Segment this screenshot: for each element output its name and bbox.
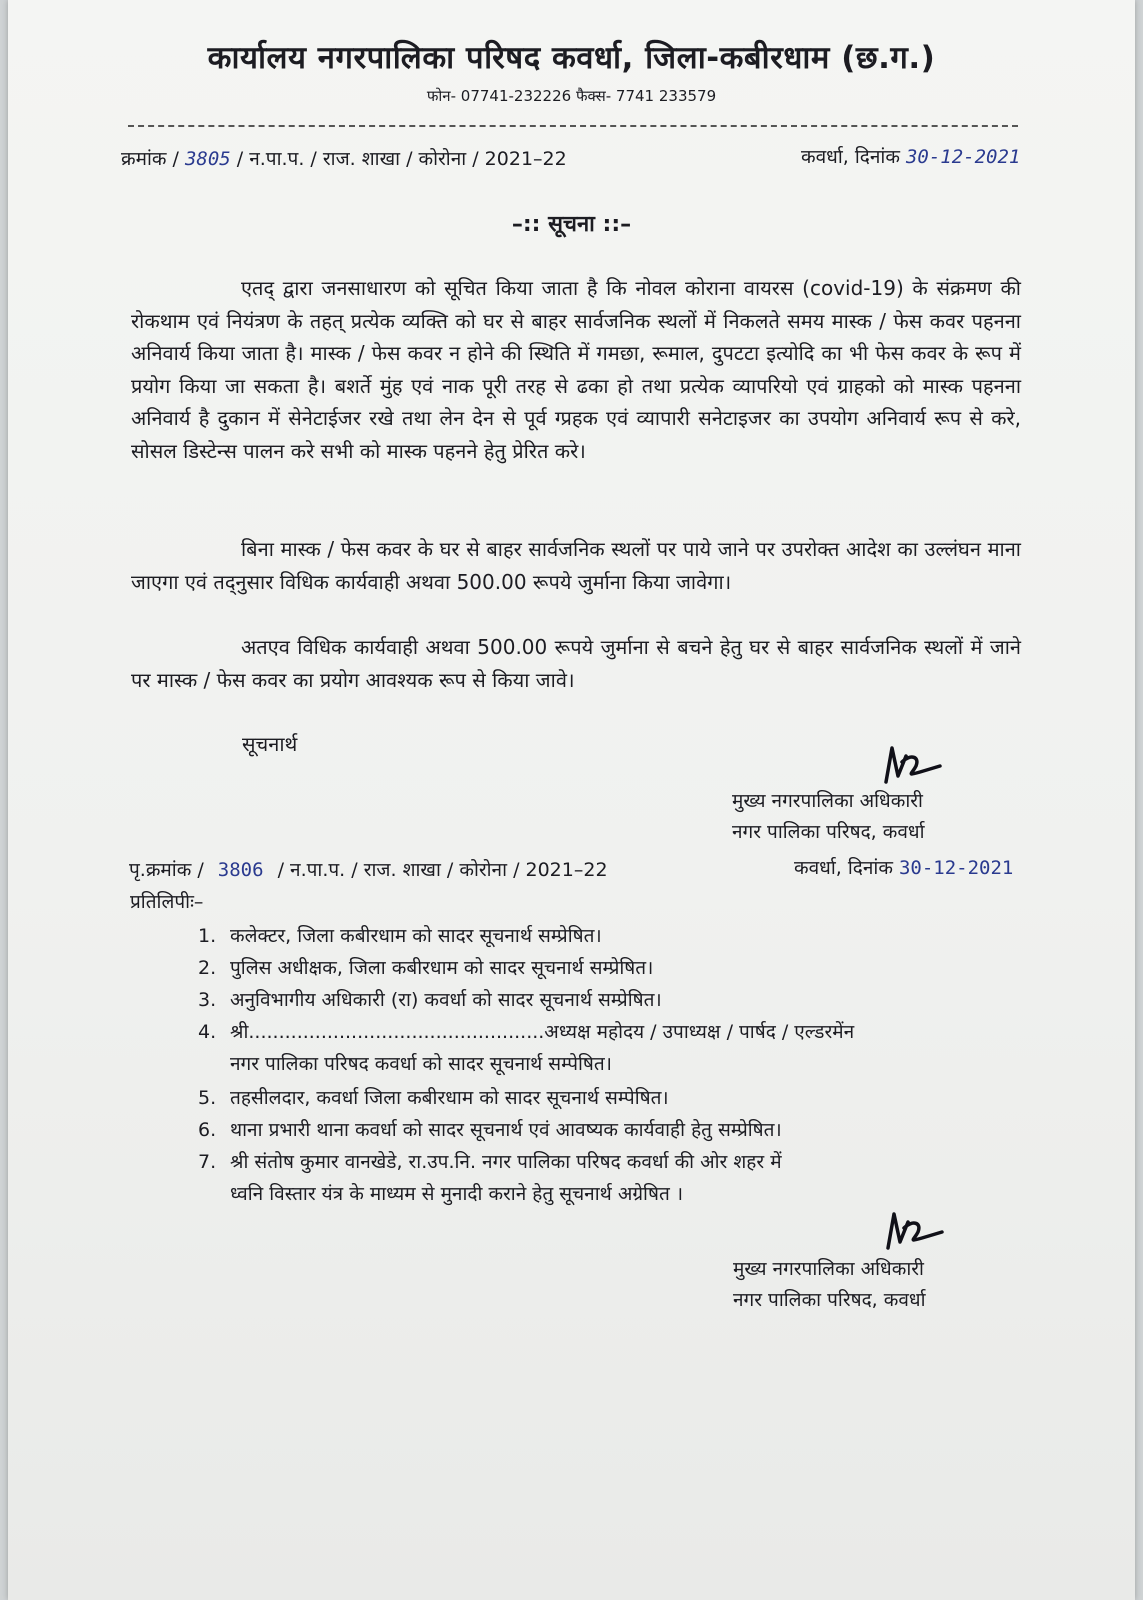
- body-paragraph-1: एतद् द्वारा जनसाधारण को सूचित किया जाता है कि नोवल कोराना वायरस (covid-19) के संक्रमण की रोकथाम एवं नियंत्रण के तहत् प्रत्येक व्यक्ति को घर से बाहर सार्वजनिक स्थलों में निकलते समय मास्क / फेस कवर पहनना अनिवार्य किया जाता है। मास्क / फेस कवर न होने की स्थिति में गमछा, रूमाल, दुपटटा इत्योदि का भी फेस कवर के रूप में प्रयोग किया जा सकता है। बशर्ते मुंह एवं नाक पूरी तरह से ढका हो तथा प्रत्येक व्यापरियो एवं ग्राहको को मास्क पहनना अनिवार्य है दुकान में सेनेटाईजर रखे तथा लेन देन से पूर्व ग्प्रहक एवं व्यापारी सनेटाइजर का उपयोग अनिवार्य रूप से करे, सोसल डिस्टेन्स पालन करे सभी को मास्क पहनने हेतु प्रेरित करे।: [131, 276, 1021, 463]
- list-item: 6. थाना प्रभारी थाना कवर्धा को सादर सूचनार्थ एवं आवष्यक कार्यवाही हेतु सम्प्रेषित।: [198, 1119, 782, 1141]
- reference-number: 3805: [184, 148, 231, 170]
- list-item: 5. तहसीलदार, कवर्धा जिला कबीरधाम को सादर सूचनार्थ सम्पेषित।: [198, 1087, 669, 1109]
- info-label: सूचनार्थ: [242, 732, 298, 756]
- signatory-designation: मुख्य नगरपालिका अधिकारी: [732, 790, 923, 812]
- signatory-office: नगर पालिका परिषद, कवर्धा: [733, 1289, 926, 1311]
- copy-label: प्रतिलिपीः–: [130, 891, 204, 913]
- signature-mark: [876, 742, 956, 792]
- endorsement-number: 3806: [217, 859, 264, 881]
- signatory-block: [733, 1254, 926, 1316]
- endorsement-suffix: / न.पा.प. / राज. शाखा / कोरोना / 2021–22: [277, 859, 608, 881]
- list-item-continuation: ध्वनि विस्तार यंत्र के माध्यम से मुनादी कराने हेतु सूचनार्थ अग्रेषित ।: [230, 1183, 684, 1205]
- signatory-office: नगर पालिका परिषद, कवर्धा: [732, 821, 925, 843]
- signatory-block: [732, 786, 925, 848]
- notice-heading: –:: सूचना ::–: [511, 212, 632, 237]
- date-value: 30-12-2021: [905, 146, 1021, 168]
- list-item: 3. अनुविभागीय अधिकारी (रा) कवर्धा को सादर सूचनार्थ सम्प्रेषित।: [198, 989, 662, 1011]
- endorsement-date-value: 30-12-2021: [898, 857, 1014, 879]
- list-item: 2. पुलिस अधीक्षक, जिला कबीरधाम को सादर सूचनार्थ सम्प्रेषित।: [198, 957, 654, 979]
- list-item: 7. श्री संतोष कुमार वानखेडे, रा.उप.नि. नगर पालिका परिषद कवर्धा की ओर शहर में: [198, 1151, 782, 1173]
- document-page: [8, 0, 1135, 1600]
- signatory-designation: मुख्य नगरपालिका अधिकारी: [733, 1258, 924, 1280]
- signature-mark: [878, 1208, 958, 1258]
- reference-prefix: क्रमांक /: [121, 148, 179, 170]
- reference-suffix: / न.पा.प. / राज. शाखा / कोरोना / 2021–22: [236, 148, 567, 170]
- list-item-continuation: नगर पालिका परिषद कवर्धा को सादर सूचनार्थ सम्पेषित।: [230, 1053, 612, 1075]
- date-label: कवर्धा, दिनांक: [801, 146, 900, 168]
- reference-line: [121, 145, 567, 171]
- body-paragraph-3: अतएव विधिक कार्यवाही अथवा 500.00 रूपये जुर्माना से बचने हेतु घर से बाहर सार्वजनिक स्थलों में जाने पर मास्क / फेस कवर का प्रयोग आवश्यक रूप से किया जावे।: [131, 635, 1021, 692]
- endorsement-date-label: कवर्धा, दिनांक: [794, 857, 893, 879]
- endorsement-reference-line: [129, 856, 608, 882]
- list-item: 1. कलेक्टर, जिला कबीरधाम को सादर सूचनार्थ सम्प्रेषित।: [198, 925, 602, 947]
- endorsement-date: [794, 854, 1013, 880]
- list-item: 4. श्री.................................................अध्यक्ष महोदय / उपाध्यक्ष / पार्षद / एल्डरमेंन: [198, 1021, 855, 1043]
- header-divider: [128, 125, 1018, 127]
- endorsement-prefix: पृ.क्रमांक /: [129, 859, 204, 881]
- office-title: कार्यालय नगरपालिका परिषद कवर्धा, जिला-कबीरधाम (छ.ग.): [207, 40, 936, 76]
- contact-info: फोन- 07741-232226 फैक्स- 7741 233579: [426, 87, 717, 105]
- body-paragraph-2: बिना मास्क / फेस कवर के घर से बाहर सार्वजनिक स्थलों पर पाये जाने पर उपरोक्त आदेश का उल्लंघन माना जाएगा एवं तद्नुसार विधिक कार्यवाही अथवा 500.00 रूपये जुर्माना किया जावेगा।: [131, 537, 1021, 594]
- reference-date: [801, 143, 1020, 169]
